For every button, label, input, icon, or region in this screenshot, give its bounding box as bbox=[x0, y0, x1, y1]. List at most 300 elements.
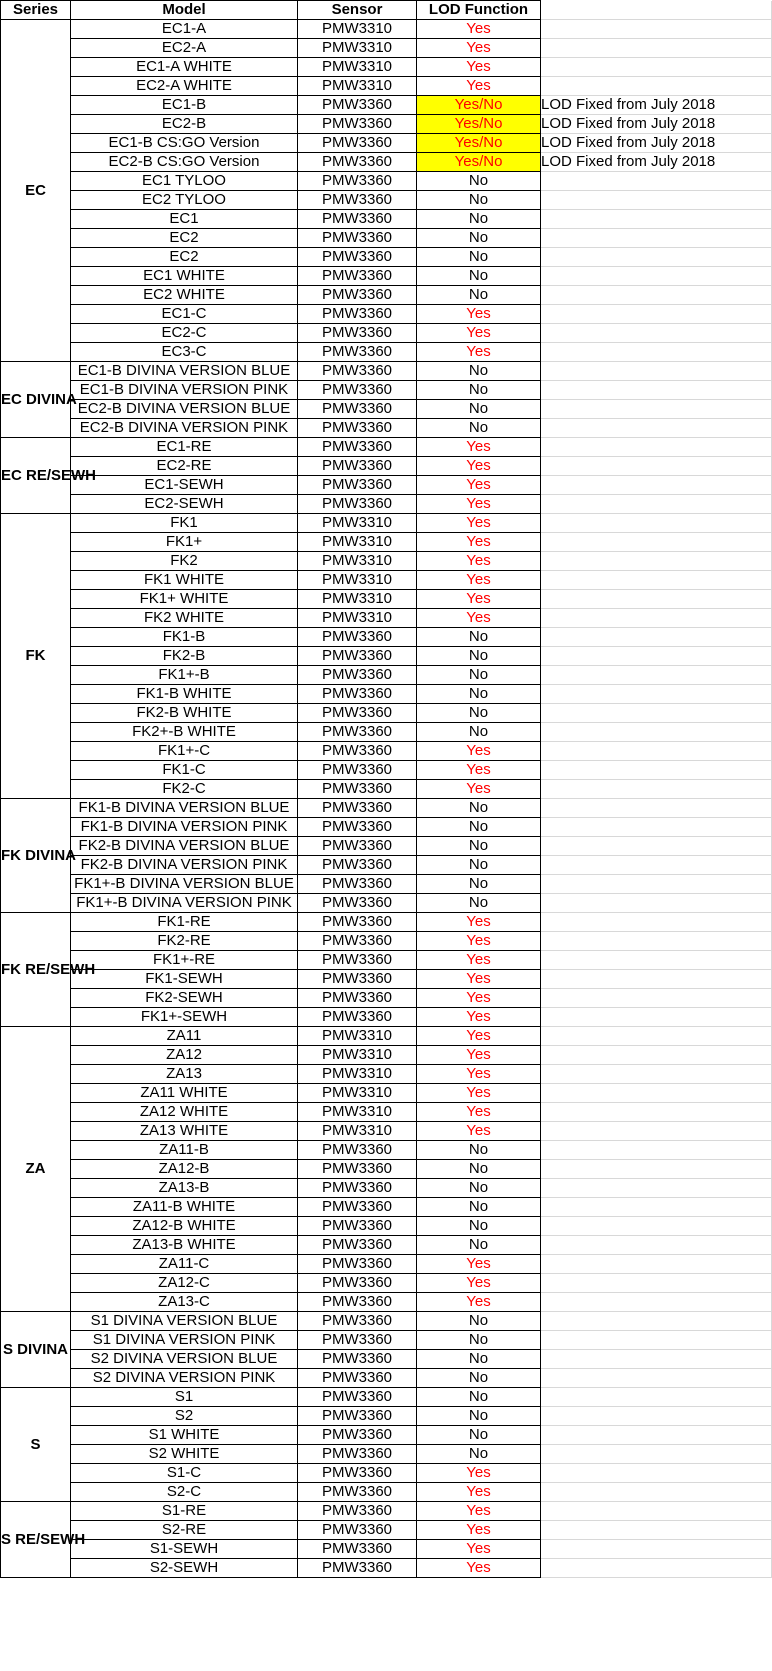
lod-function-cell: No bbox=[417, 381, 541, 400]
table-row bbox=[1, 609, 772, 628]
model-cell: ZA11-C bbox=[71, 1255, 298, 1274]
series-cell: EC bbox=[1, 20, 71, 362]
sensor-cell: PMW3310 bbox=[298, 514, 417, 533]
table-row bbox=[1, 1293, 772, 1312]
series-cell: ZA bbox=[1, 1027, 71, 1312]
model-cell: FK1-RE bbox=[71, 913, 298, 932]
table-row bbox=[1, 1141, 772, 1160]
note-cell bbox=[541, 1331, 772, 1350]
note-cell bbox=[541, 286, 772, 305]
table-row bbox=[1, 1483, 772, 1502]
lod-function-cell: Yes bbox=[417, 476, 541, 495]
note-cell bbox=[541, 1483, 772, 1502]
table-row bbox=[1, 20, 772, 39]
lod-function-cell: No bbox=[417, 1179, 541, 1198]
sensor-cell: PMW3360 bbox=[298, 723, 417, 742]
table-row bbox=[1, 1407, 772, 1426]
sensor-cell: PMW3360 bbox=[298, 324, 417, 343]
table-row bbox=[1, 932, 772, 951]
sensor-cell: PMW3360 bbox=[298, 761, 417, 780]
model-cell: FK1 bbox=[71, 514, 298, 533]
model-cell: FK2 bbox=[71, 552, 298, 571]
sensor-cell: PMW3360 bbox=[298, 495, 417, 514]
table-row bbox=[1, 77, 772, 96]
sensor-cell: PMW3310 bbox=[298, 20, 417, 39]
lod-function-cell: Yes/No bbox=[417, 96, 541, 115]
lod-function-cell: No bbox=[417, 1160, 541, 1179]
table-row bbox=[1, 229, 772, 248]
table-row bbox=[1, 267, 772, 286]
note-cell bbox=[541, 723, 772, 742]
sensor-cell: PMW3310 bbox=[298, 590, 417, 609]
sensor-cell: PMW3310 bbox=[298, 1084, 417, 1103]
lod-function-cell: Yes bbox=[417, 1122, 541, 1141]
sensor-cell: PMW3360 bbox=[298, 837, 417, 856]
model-cell: ZA11-B bbox=[71, 1141, 298, 1160]
lod-function-cell: Yes/No bbox=[417, 153, 541, 172]
table-row bbox=[1, 951, 772, 970]
model-cell: EC2 bbox=[71, 248, 298, 267]
note-cell bbox=[541, 742, 772, 761]
note-cell bbox=[541, 590, 772, 609]
lod-function-cell: No bbox=[417, 1217, 541, 1236]
lod-function-cell: Yes/No bbox=[417, 115, 541, 134]
series-cell: EC DIVINA bbox=[1, 362, 71, 438]
table-row bbox=[1, 1179, 772, 1198]
series-cell: FK RE/SEWH bbox=[1, 913, 71, 1027]
note-cell bbox=[541, 1255, 772, 1274]
note-cell bbox=[541, 647, 772, 666]
model-cell: ZA13-B WHITE bbox=[71, 1236, 298, 1255]
note-cell bbox=[541, 818, 772, 837]
note-cell bbox=[541, 1445, 772, 1464]
sensor-cell: PMW3360 bbox=[298, 153, 417, 172]
sensor-cell: PMW3360 bbox=[298, 172, 417, 191]
sensor-cell: PMW3360 bbox=[298, 1464, 417, 1483]
lod-function-cell: Yes bbox=[417, 1559, 541, 1578]
model-cell: S2-SEWH bbox=[71, 1559, 298, 1578]
note-cell bbox=[541, 704, 772, 723]
table-row bbox=[1, 1160, 772, 1179]
note-cell bbox=[541, 951, 772, 970]
lod-function-cell: Yes bbox=[417, 913, 541, 932]
model-cell: FK2-C bbox=[71, 780, 298, 799]
model-cell: EC1-A WHITE bbox=[71, 58, 298, 77]
model-cell: EC1 WHITE bbox=[71, 267, 298, 286]
sensor-cell: PMW3360 bbox=[298, 1008, 417, 1027]
model-cell: S1 WHITE bbox=[71, 1426, 298, 1445]
lod-function-cell: Yes bbox=[417, 590, 541, 609]
note-cell bbox=[541, 932, 772, 951]
lod-function-cell: Yes bbox=[417, 1046, 541, 1065]
table-row bbox=[1, 1540, 772, 1559]
note-cell bbox=[541, 1065, 772, 1084]
lod-function-cell: Yes bbox=[417, 1464, 541, 1483]
sensor-cell: PMW3360 bbox=[298, 343, 417, 362]
note-cell bbox=[541, 229, 772, 248]
note-cell bbox=[541, 1274, 772, 1293]
table-row bbox=[1, 894, 772, 913]
table-row bbox=[1, 115, 772, 134]
table-row bbox=[1, 1198, 772, 1217]
model-cell: ZA11-B WHITE bbox=[71, 1198, 298, 1217]
lod-function-cell: Yes bbox=[417, 932, 541, 951]
sensor-cell: PMW3360 bbox=[298, 286, 417, 305]
note-cell bbox=[541, 191, 772, 210]
model-cell: FK1-SEWH bbox=[71, 970, 298, 989]
lod-function-cell: Yes bbox=[417, 1483, 541, 1502]
sensor-cell: PMW3310 bbox=[298, 552, 417, 571]
model-cell: FK1+-C bbox=[71, 742, 298, 761]
note-cell bbox=[541, 1312, 772, 1331]
note-cell bbox=[541, 799, 772, 818]
table-row bbox=[1, 780, 772, 799]
note-cell bbox=[541, 1179, 772, 1198]
note-cell bbox=[541, 172, 772, 191]
lod-function-cell: Yes bbox=[417, 514, 541, 533]
sensor-cell: PMW3310 bbox=[298, 1027, 417, 1046]
lod-function-cell: No bbox=[417, 666, 541, 685]
model-cell: EC1-A bbox=[71, 20, 298, 39]
note-cell bbox=[541, 1046, 772, 1065]
table-row bbox=[1, 799, 772, 818]
model-cell: S1-SEWH bbox=[71, 1540, 298, 1559]
model-cell: ZA12-B bbox=[71, 1160, 298, 1179]
model-cell: FK2-RE bbox=[71, 932, 298, 951]
table-row bbox=[1, 381, 772, 400]
note-cell bbox=[541, 970, 772, 989]
sensor-cell: PMW3360 bbox=[298, 457, 417, 476]
note-cell bbox=[541, 1502, 772, 1521]
lod-function-cell: No bbox=[417, 286, 541, 305]
model-cell: FK2 WHITE bbox=[71, 609, 298, 628]
model-cell: ZA11 bbox=[71, 1027, 298, 1046]
model-cell: EC2-SEWH bbox=[71, 495, 298, 514]
model-cell: S1 bbox=[71, 1388, 298, 1407]
model-cell: FK2-B DIVINA VERSION BLUE bbox=[71, 837, 298, 856]
lod-function-cell: No bbox=[417, 647, 541, 666]
table-row bbox=[1, 742, 772, 761]
note-cell bbox=[541, 780, 772, 799]
note-cell: LOD Fixed from July 2018 bbox=[541, 134, 772, 153]
table-row bbox=[1, 286, 772, 305]
sensor-cell: PMW3360 bbox=[298, 248, 417, 267]
model-cell: FK1 WHITE bbox=[71, 571, 298, 590]
note-cell bbox=[541, 476, 772, 495]
lod-function-cell: No bbox=[417, 856, 541, 875]
lod-function-cell: Yes bbox=[417, 457, 541, 476]
lod-function-cell: No bbox=[417, 875, 541, 894]
note-cell bbox=[541, 913, 772, 932]
table-row bbox=[1, 305, 772, 324]
lod-function-cell: Yes bbox=[417, 20, 541, 39]
sensor-cell: PMW3360 bbox=[298, 989, 417, 1008]
sensor-cell: PMW3360 bbox=[298, 476, 417, 495]
model-cell: ZA12 WHITE bbox=[71, 1103, 298, 1122]
table-body bbox=[1, 20, 772, 1578]
lod-function-cell: Yes bbox=[417, 1293, 541, 1312]
model-cell: S1 DIVINA VERSION PINK bbox=[71, 1331, 298, 1350]
table-row bbox=[1, 666, 772, 685]
table-row bbox=[1, 1388, 772, 1407]
sensor-cell: PMW3360 bbox=[298, 894, 417, 913]
sensor-cell: PMW3360 bbox=[298, 1293, 417, 1312]
table-row bbox=[1, 1236, 772, 1255]
sensor-cell: PMW3360 bbox=[298, 1369, 417, 1388]
note-cell bbox=[541, 248, 772, 267]
table-row bbox=[1, 400, 772, 419]
lod-function-cell: Yes bbox=[417, 1255, 541, 1274]
lod-function-cell: No bbox=[417, 400, 541, 419]
lod-function-cell: No bbox=[417, 723, 541, 742]
sensor-cell: PMW3360 bbox=[298, 1388, 417, 1407]
table-row bbox=[1, 1122, 772, 1141]
table-row bbox=[1, 875, 772, 894]
lod-function-cell: Yes bbox=[417, 1274, 541, 1293]
sensor-cell: PMW3360 bbox=[298, 818, 417, 837]
note-cell bbox=[541, 438, 772, 457]
table-row bbox=[1, 324, 772, 343]
model-cell: EC2-A WHITE bbox=[71, 77, 298, 96]
sensor-cell: PMW3360 bbox=[298, 191, 417, 210]
sensor-cell: PMW3360 bbox=[298, 647, 417, 666]
note-cell bbox=[541, 666, 772, 685]
model-cell: EC3-C bbox=[71, 343, 298, 362]
model-cell: FK1+-SEWH bbox=[71, 1008, 298, 1027]
table-row bbox=[1, 1369, 772, 1388]
note-cell: LOD Fixed from July 2018 bbox=[541, 96, 772, 115]
note-cell bbox=[541, 419, 772, 438]
note-cell bbox=[541, 495, 772, 514]
sensor-cell: PMW3360 bbox=[298, 1407, 417, 1426]
sensor-cell: PMW3360 bbox=[298, 666, 417, 685]
model-cell: EC2-C bbox=[71, 324, 298, 343]
model-cell: FK2-B bbox=[71, 647, 298, 666]
table-row bbox=[1, 647, 772, 666]
sensor-cell: PMW3310 bbox=[298, 58, 417, 77]
lod-function-cell: Yes bbox=[417, 989, 541, 1008]
table-row bbox=[1, 457, 772, 476]
model-cell: FK2+-B WHITE bbox=[71, 723, 298, 742]
table-row bbox=[1, 761, 772, 780]
lod-function-cell: Yes bbox=[417, 571, 541, 590]
sensor-cell: PMW3360 bbox=[298, 1540, 417, 1559]
lod-function-cell: No bbox=[417, 248, 541, 267]
note-cell bbox=[541, 514, 772, 533]
lod-function-cell: No bbox=[417, 837, 541, 856]
sensor-cell: PMW3360 bbox=[298, 438, 417, 457]
table-row bbox=[1, 438, 772, 457]
table-row bbox=[1, 58, 772, 77]
note-cell bbox=[541, 1559, 772, 1578]
sensor-cell: PMW3360 bbox=[298, 1255, 417, 1274]
lod-function-cell: No bbox=[417, 1198, 541, 1217]
model-cell: EC1-B DIVINA VERSION PINK bbox=[71, 381, 298, 400]
lod-function-cell: No bbox=[417, 1369, 541, 1388]
note-cell bbox=[541, 1103, 772, 1122]
note-cell bbox=[541, 267, 772, 286]
model-cell: FK1+-RE bbox=[71, 951, 298, 970]
model-cell: EC2 WHITE bbox=[71, 286, 298, 305]
model-cell: FK1+ WHITE bbox=[71, 590, 298, 609]
table-row bbox=[1, 913, 772, 932]
series-cell: S DIVINA bbox=[1, 1312, 71, 1388]
lod-function-cell: Yes bbox=[417, 77, 541, 96]
note-cell bbox=[541, 39, 772, 58]
table-row bbox=[1, 495, 772, 514]
lod-function-cell: Yes bbox=[417, 761, 541, 780]
sensor-cell: PMW3310 bbox=[298, 1046, 417, 1065]
model-cell: EC1-B CS:GO Version bbox=[71, 134, 298, 153]
model-cell: FK1-C bbox=[71, 761, 298, 780]
table-row bbox=[1, 533, 772, 552]
series-cell: EC RE/SEWH bbox=[1, 438, 71, 514]
lod-function-cell: No bbox=[417, 704, 541, 723]
note-cell bbox=[541, 856, 772, 875]
model-cell: S1-C bbox=[71, 1464, 298, 1483]
model-cell: EC2-B CS:GO Version bbox=[71, 153, 298, 172]
note-cell bbox=[541, 533, 772, 552]
note-cell bbox=[541, 343, 772, 362]
lod-function-cell: Yes bbox=[417, 39, 541, 58]
model-cell: EC2-B DIVINA VERSION BLUE bbox=[71, 400, 298, 419]
sensor-cell: PMW3310 bbox=[298, 1103, 417, 1122]
model-cell: EC1 bbox=[71, 210, 298, 229]
lod-function-cell: Yes bbox=[417, 1540, 541, 1559]
model-cell: S1 DIVINA VERSION BLUE bbox=[71, 1312, 298, 1331]
note-cell bbox=[541, 305, 772, 324]
sensor-cell: PMW3360 bbox=[298, 1236, 417, 1255]
model-cell: EC1-RE bbox=[71, 438, 298, 457]
note-cell bbox=[541, 1464, 772, 1483]
header-row bbox=[1, 1, 772, 20]
table-row bbox=[1, 1217, 772, 1236]
sensor-cell: PMW3360 bbox=[298, 305, 417, 324]
lod-function-cell: Yes/No bbox=[417, 134, 541, 153]
model-cell: ZA13 WHITE bbox=[71, 1122, 298, 1141]
series-cell: FK bbox=[1, 514, 71, 799]
model-cell: EC2-A bbox=[71, 39, 298, 58]
table-row bbox=[1, 191, 772, 210]
sensor-cell: PMW3310 bbox=[298, 77, 417, 96]
lod-function-cell: No bbox=[417, 1426, 541, 1445]
lod-function-cell: Yes bbox=[417, 1502, 541, 1521]
lod-function-cell: No bbox=[417, 210, 541, 229]
table-row bbox=[1, 723, 772, 742]
note-cell bbox=[541, 362, 772, 381]
sensor-cell: PMW3360 bbox=[298, 875, 417, 894]
model-cell: EC1-C bbox=[71, 305, 298, 324]
table-row bbox=[1, 685, 772, 704]
table-row bbox=[1, 1502, 772, 1521]
note-cell bbox=[541, 1084, 772, 1103]
note-cell bbox=[541, 1426, 772, 1445]
model-cell: ZA12 bbox=[71, 1046, 298, 1065]
sensor-cell: PMW3360 bbox=[298, 1141, 417, 1160]
lod-function-cell: No bbox=[417, 362, 541, 381]
sensor-cell: PMW3310 bbox=[298, 533, 417, 552]
sensor-cell: PMW3360 bbox=[298, 951, 417, 970]
lod-function-cell: Yes bbox=[417, 1084, 541, 1103]
sensor-cell: PMW3360 bbox=[298, 362, 417, 381]
note-cell bbox=[541, 552, 772, 571]
lod-function-cell: Yes bbox=[417, 951, 541, 970]
sensor-cell: PMW3310 bbox=[298, 39, 417, 58]
lod-function-cell: No bbox=[417, 267, 541, 286]
model-cell: FK1+-B bbox=[71, 666, 298, 685]
sensor-cell: PMW3360 bbox=[298, 685, 417, 704]
lod-function-cell: Yes bbox=[417, 1027, 541, 1046]
table-row bbox=[1, 153, 772, 172]
note-cell bbox=[541, 761, 772, 780]
model-cell: ZA13-C bbox=[71, 1293, 298, 1312]
note-cell bbox=[541, 1350, 772, 1369]
table-row bbox=[1, 628, 772, 647]
sensor-cell: PMW3360 bbox=[298, 1483, 417, 1502]
model-cell: FK1-B WHITE bbox=[71, 685, 298, 704]
series-cell: S RE/SEWH bbox=[1, 1502, 71, 1578]
lod-function-cell: Yes bbox=[417, 609, 541, 628]
header-notes bbox=[541, 1, 772, 20]
lod-function-cell: Yes bbox=[417, 1521, 541, 1540]
sensor-cell: PMW3360 bbox=[298, 1559, 417, 1578]
lod-function-cell: No bbox=[417, 191, 541, 210]
lod-function-cell: No bbox=[417, 1141, 541, 1160]
lod-function-cell: No bbox=[417, 419, 541, 438]
sensor-cell: PMW3360 bbox=[298, 115, 417, 134]
lod-function-cell: Yes bbox=[417, 742, 541, 761]
table-row bbox=[1, 248, 772, 267]
sensor-cell: PMW3360 bbox=[298, 1502, 417, 1521]
lod-function-cell: Yes bbox=[417, 1103, 541, 1122]
table-row bbox=[1, 1521, 772, 1540]
table-row bbox=[1, 970, 772, 989]
lod-function-cell: No bbox=[417, 1407, 541, 1426]
lod-function-cell: No bbox=[417, 1236, 541, 1255]
sensor-cell: PMW3360 bbox=[298, 1217, 417, 1236]
sensor-cell: PMW3360 bbox=[298, 856, 417, 875]
model-cell: ZA11 WHITE bbox=[71, 1084, 298, 1103]
model-cell: S1-RE bbox=[71, 1502, 298, 1521]
table-row bbox=[1, 1274, 772, 1293]
sensor-cell: PMW3360 bbox=[298, 799, 417, 818]
model-cell: FK1+-B DIVINA VERSION PINK bbox=[71, 894, 298, 913]
model-cell: S2 DIVINA VERSION PINK bbox=[71, 1369, 298, 1388]
sensor-cell: PMW3360 bbox=[298, 704, 417, 723]
model-cell: ZA12-B WHITE bbox=[71, 1217, 298, 1236]
table-row bbox=[1, 1027, 772, 1046]
sensor-cell: PMW3360 bbox=[298, 1160, 417, 1179]
table-row bbox=[1, 1464, 772, 1483]
model-cell: FK1+-B DIVINA VERSION BLUE bbox=[71, 875, 298, 894]
note-cell bbox=[541, 58, 772, 77]
lod-function-cell: Yes bbox=[417, 438, 541, 457]
sensor-cell: PMW3310 bbox=[298, 609, 417, 628]
model-cell: EC2-B DIVINA VERSION PINK bbox=[71, 419, 298, 438]
model-cell: EC1-B DIVINA VERSION BLUE bbox=[71, 362, 298, 381]
table-row bbox=[1, 1445, 772, 1464]
sensor-cell: PMW3360 bbox=[298, 1350, 417, 1369]
note-cell bbox=[541, 1122, 772, 1141]
note-cell bbox=[541, 1369, 772, 1388]
model-cell: FK1+ bbox=[71, 533, 298, 552]
table-row bbox=[1, 1559, 772, 1578]
table-row bbox=[1, 476, 772, 495]
note-cell bbox=[541, 875, 772, 894]
note-cell: LOD Fixed from July 2018 bbox=[541, 153, 772, 172]
sensor-cell: PMW3310 bbox=[298, 571, 417, 590]
note-cell bbox=[541, 1027, 772, 1046]
